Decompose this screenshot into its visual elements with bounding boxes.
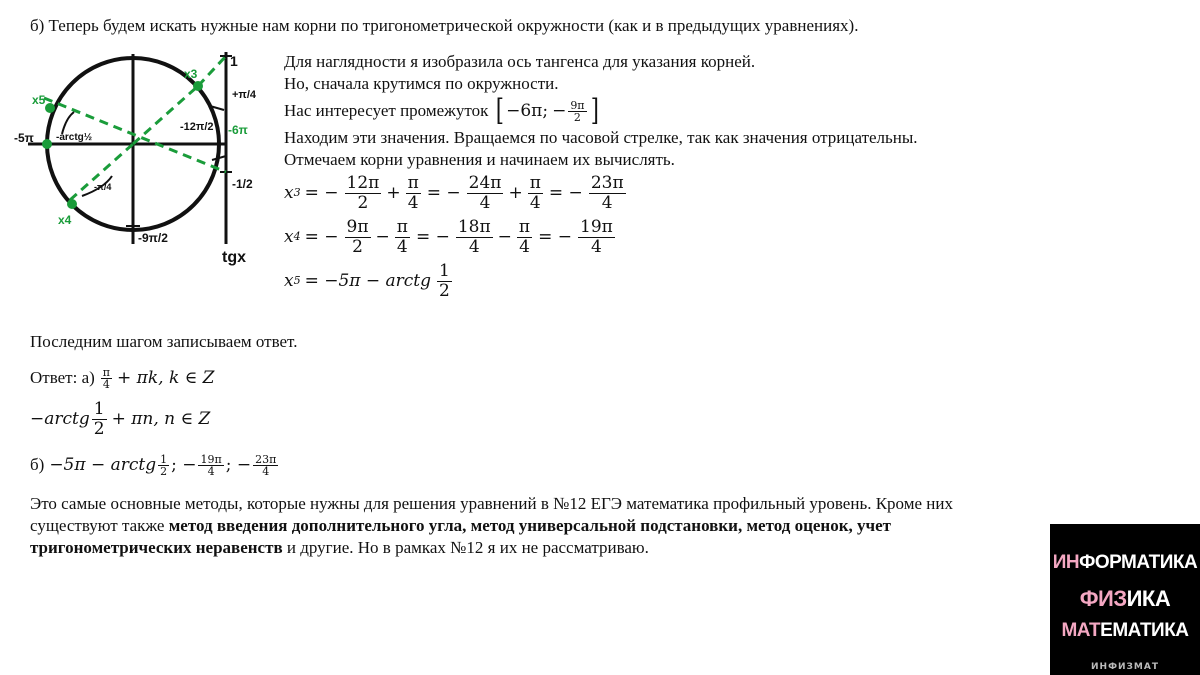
logo-footer: ИНФИЗМАТ [1091,662,1159,672]
label-x5: x5 [32,93,46,107]
x3-f5d: 4 [601,192,613,213]
label-x3: x3 [184,67,198,81]
x3-f4d: 4 [529,192,541,213]
conclusion-line-1: Это самые основные методы, которые нужны для решения уравнений в №12 ЕГЭ математика профильный уровень. Кроме них [30,494,953,513]
answer-a-label: Ответ: а) [30,368,95,387]
label-pi4: +π/4 [232,89,257,101]
x4-frac2 [395,218,410,257]
label-minus12pi: -12π/2 [180,121,214,133]
answer-b-label: б) [30,455,45,474]
x4-frac4 [517,218,532,257]
logo-l1-b: ФОРМАТИКА [1079,552,1198,573]
x4-f5n: 19π [580,216,613,237]
arc-arrow-arctg [62,112,74,134]
answer-b-f1n: 1 [160,452,168,466]
answer-b-frac2 [198,454,223,477]
interval-bracket-left: [ [496,93,505,128]
x4-sub: 4 [293,230,301,243]
text-line-2: Но, сначала крутимся по окружности. [284,74,559,93]
logo-line-informatika [1050,552,1200,574]
conclusion-line-2-pre: существуют также [30,516,169,535]
answer-b-f3n: 23π [255,452,277,466]
x3-op4: + [508,183,523,203]
answer-a-num: π [102,365,111,379]
x4-op2: − [375,227,390,247]
x4-f2d: 4 [396,236,408,257]
equation-x3 [284,172,628,214]
x4-f4n: π [518,216,531,237]
answer-a-den: 4 [102,377,110,391]
conclusion-line-2-bold: метод введения дополнительного угла, метод универсальной подстановки, метод оценок, учет [168,516,891,535]
x3-f1d: 2 [357,192,369,213]
equation-x4 [284,216,617,258]
x4-lhs: x [284,227,294,247]
x5-f1d: 2 [439,280,450,301]
infizmat-logo [1050,524,1200,675]
dashed-tan [198,56,226,86]
x3-f2d: 4 [407,192,419,213]
x3-frac5 [589,174,626,213]
answer-a2-rest: + πn, n ∈ Z [111,409,211,429]
x3-frac4 [528,174,543,213]
x3-op3: = − [426,183,461,203]
x3-f4n: π [529,172,541,193]
answer-a-frac [101,367,112,390]
x4-f4d: 4 [519,236,530,257]
x4-op1: = − [304,227,339,247]
label-tgx: tgx [222,249,246,266]
logo-l3-b: ЕМАТИКА [1100,620,1189,641]
conclusion-line-3-bold: тригонометрических неравенств [30,538,283,557]
answer-b-f3d: 4 [262,464,270,478]
label-minus6pi: -6π [228,123,248,137]
x3-frac2 [406,174,421,213]
label-x4: x4 [58,213,72,227]
x3-f5n: 23π [590,172,624,193]
point-x4 [67,199,77,209]
conclusion-line-2 [30,516,891,536]
answer-b [30,448,280,482]
logo-line-fizika [1050,586,1200,612]
text-line-3 [284,93,600,128]
x4-frac3 [456,218,493,257]
point-minus5pi [42,139,52,149]
interval-bracket-right: ] [590,93,599,128]
label-one: 1 [230,53,238,69]
answer-b-left: −5π − arctg [49,455,157,475]
text-line-1: Для наглядности я изобразила ось тангенса для указания корней. [284,52,756,71]
x4-frac5 [578,218,615,257]
answer-b-expr [49,454,280,477]
x3-sub: 3 [293,186,301,199]
dashed-x3 [133,86,198,144]
text-line-4: Находим эти значения. Вращаемся по часовой стрелке, так как значения отрицательны. [284,128,918,147]
interval-intro: Нас интересует промежуток [284,101,489,120]
x5-frac1 [437,262,452,301]
text-line-5: Отмечаем корни уравнения и начинаем их вычислять. [284,150,675,169]
x3-lhs: x [284,183,294,203]
answer-b-sep1: ; − [171,455,197,475]
conclusion-line-3 [30,538,649,558]
interval-fraction [568,100,586,123]
logo-l2-b: ИКА [1126,586,1171,611]
label-minus-half: -1/2 [232,177,253,191]
interval-minus: − [552,101,567,121]
answer-b-f2d: 4 [207,464,215,478]
x3-frac1 [345,174,382,213]
unit-circle-diagram [14,48,276,278]
answer-a2-frac [92,400,107,439]
x4-f5d: 4 [590,236,602,257]
label-minus9pi: -9π/2 [138,231,168,245]
logo-line-matematika [1050,620,1200,642]
answer-a2-left: −arctg [30,409,90,429]
x4-op5: = − [538,227,572,247]
logo-l3-a: МАТ [1061,620,1101,641]
answer-a2-den: 2 [93,418,105,439]
x5-f1n: 1 [439,260,450,281]
equation-x5 [284,260,454,302]
answer-a2-num: 1 [93,398,105,419]
x3-f3d: 4 [479,192,491,213]
answer-b-frac3 [253,454,278,477]
label-minus5pi: -5π [14,131,34,145]
x4-frac1 [345,218,371,257]
conclusion-line-3-post: и другие. Но в рамках №12 я их не рассматриваю. [282,538,649,557]
x3-frac3 [467,174,504,213]
section-header: б) Теперь будем искать нужные нам корни по тригонометрической окружности (как и в предыдущих уравнениях). [30,16,859,35]
x3-f3n: 24π [468,172,502,193]
x3-op5: = − [548,183,583,203]
x4-f2n: π [396,216,408,237]
interval-expression [494,93,600,128]
answer-a-expr [99,367,215,390]
answer-b-f1d: 2 [160,464,168,478]
answer-b-sep2: ; − [225,455,252,475]
last-step-text: Последним шагом записываем ответ. [30,332,298,351]
answer-b-frac1 [158,454,169,477]
logo-l1-a: ИН [1052,552,1080,573]
answer-a-rest: + πk, k ∈ Z [117,368,215,388]
x5-lhs: x [284,271,294,291]
interval-num: 9π [570,98,585,112]
interval-den: 2 [573,110,581,124]
x4-f3n: 18π [457,216,491,237]
x3-op1: = − [304,183,339,203]
label-arctg: -arctg½ [56,132,93,143]
x4-f1d: 2 [352,236,363,257]
x5-sub: 5 [293,274,301,287]
interval-left: −6π; [506,101,549,121]
answer-a [30,362,214,394]
label-minus-pi4: -π/4 [94,182,112,192]
x5-op1: = −5π − arctg [304,271,432,291]
point-x5 [45,103,55,113]
x4-op3: = − [415,227,450,247]
x3-op2: + [386,183,401,203]
point-x3 [193,81,203,91]
x3-f1n: 12π [346,172,380,193]
x3-f2n: π [407,172,419,193]
x4-f1n: 9π [346,216,369,237]
answer-a2 [30,398,210,440]
logo-l2-a: ФИЗ [1079,586,1127,611]
answer-b-f2n: 19π [200,452,222,466]
x4-f3d: 4 [468,236,480,257]
x4-op4: − [497,227,512,247]
